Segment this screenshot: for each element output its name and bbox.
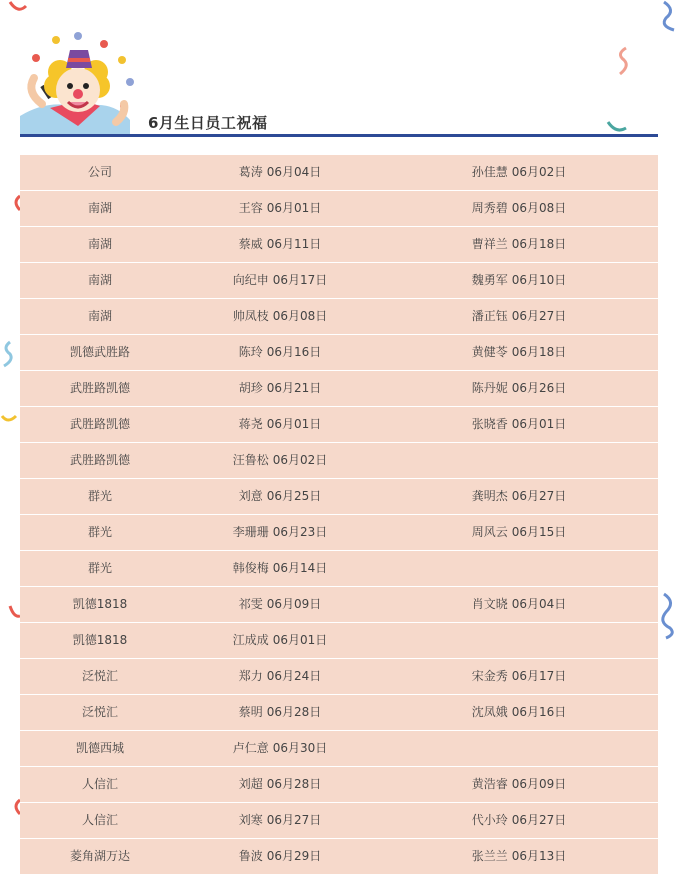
employee-cell [380,731,658,766]
birthday-date: 06月16日 [266,345,322,359]
employee-cell [380,551,658,586]
employee-cell [380,695,658,730]
birthday-date: 06月02日 [511,165,567,179]
employee-cell [380,299,658,334]
table-row [20,335,658,371]
company-cell: 武胜路凯德 [69,417,130,431]
employee-cell [180,227,380,262]
birthday-date: 06月27日 [511,489,567,503]
company-cell: 泛悦汇 [81,705,118,719]
birthday-date: 06月04日 [511,597,567,611]
employee-name: 龚明杰 [471,489,508,503]
employee-name: 刘寒 [238,813,263,827]
employee-name: 张兰兰 [471,849,508,863]
table-row [20,695,658,731]
employee-name: 宋金秀 [471,669,508,683]
employee-name: 周风云 [471,525,508,539]
birthday-date: 06月21日 [266,381,322,395]
birthday-date: 06月01日 [272,633,328,647]
employee-cell [380,767,658,802]
company-cell: 凯德1818 [72,633,128,647]
employee-cell [180,299,380,334]
employee-name: 帅凤枝 [232,309,269,323]
birthday-date: 06月29日 [266,849,322,863]
employee-name: 韩俊梅 [232,561,269,575]
table-row [20,551,658,587]
employee-cell [180,371,380,406]
birthday-date: 06月18日 [511,345,567,359]
birthday-date: 06月10日 [511,273,567,287]
page-header [20,28,658,138]
employee-name: 孙佳慧 [471,165,508,179]
employee-cell [180,335,380,370]
employee-name: 周秀碧 [471,201,508,215]
table-row [20,407,658,443]
company-cell: 武胜路凯德 [69,453,130,467]
company-cell: 泛悦汇 [81,669,118,683]
employee-cell [380,587,658,622]
employee-name: 蔡明 [238,705,263,719]
table-row [20,803,658,839]
employee-cell [180,839,380,874]
table-row [20,191,658,227]
employee-cell [380,443,658,478]
employee-cell [180,659,380,694]
employee-cell [180,443,380,478]
birthday-date: 06月17日 [511,669,567,683]
birthday-date: 06月01日 [266,201,322,215]
employee-cell [380,479,658,514]
employee-cell [380,263,658,298]
employee-cell [380,407,658,442]
birthday-date: 06月25日 [266,489,322,503]
birthday-date: 06月17日 [272,273,328,287]
birthday-date: 06月09日 [511,777,567,791]
company-cell: 南湖 [87,201,112,215]
table-row [20,767,658,803]
company-cell: 凯德1818 [72,597,128,611]
employee-name: 黄浩睿 [471,777,508,791]
employee-name: 代小玲 [471,813,508,827]
table-row [20,443,658,479]
employee-name: 魏勇军 [471,273,508,287]
birthday-date: 06月14日 [272,561,328,575]
employee-cell [380,623,658,658]
employee-name: 李珊珊 [232,525,269,539]
employee-cell [380,803,658,838]
birthday-date: 06月27日 [266,813,322,827]
employee-name: 刘超 [238,777,263,791]
employee-cell [180,767,380,802]
employee-name: 蒋尧 [238,417,263,431]
birthday-date: 06月28日 [266,705,322,719]
confetti-icon [0,340,14,368]
page-title: 6月生日员工祝福 [148,114,268,132]
employee-name: 陈玲 [238,345,263,359]
employee-name: 向纪申 [232,273,269,287]
employee-cell [180,803,380,838]
employee-name: 蔡威 [238,237,263,251]
employee-name: 潘正钰 [471,309,508,323]
company-cell: 菱角湖万达 [69,849,130,863]
table-row [20,263,658,299]
clown-icon [20,28,140,136]
employee-cell [380,659,658,694]
table-row [20,227,658,263]
employee-cell [180,695,380,730]
table-row [20,299,658,335]
company-cell: 人信汇 [81,777,118,791]
table-row [20,731,658,767]
birthday-date: 06月09日 [266,597,322,611]
birthday-date: 06月08日 [272,309,328,323]
employee-name: 陈丹妮 [471,381,508,395]
employee-name: 黄健苓 [471,345,508,359]
table-row [20,515,658,551]
birthday-date: 06月24日 [266,669,322,683]
company-cell: 武胜路凯德 [69,381,130,395]
confetti-icon [0,412,18,424]
employee-cell [180,551,380,586]
table-row [20,587,658,623]
company-cell: 群光 [87,561,112,575]
birthday-date: 06月13日 [511,849,567,863]
employee-cell [180,587,380,622]
table-row [20,659,658,695]
birthday-date: 06月15日 [511,525,567,539]
birthday-date: 06月02日 [272,453,328,467]
birthday-date: 06月08日 [511,201,567,215]
birthday-date: 06月16日 [511,705,567,719]
employee-name: 郑力 [238,669,263,683]
birthday-date: 06月04日 [266,165,322,179]
company-cell: 群光 [87,489,112,503]
table-row [20,839,658,875]
company-cell: 南湖 [87,309,112,323]
birthday-date: 06月27日 [511,309,567,323]
employee-cell [380,515,658,550]
company-cell: 公司 [87,165,112,179]
birthday-date: 06月01日 [266,417,322,431]
employee-name: 刘意 [238,489,263,503]
employee-cell [180,191,380,226]
birthday-date: 06月28日 [266,777,322,791]
employee-name: 曹祥兰 [471,237,508,251]
employee-cell [380,371,658,406]
company-cell: 群光 [87,525,112,539]
employee-name: 胡珍 [238,381,263,395]
header-divider [20,134,658,137]
company-cell: 凯德西城 [75,741,124,755]
employee-name: 卢仁意 [232,741,269,755]
employee-cell [180,155,380,190]
company-cell: 人信汇 [81,813,118,827]
table-row [20,623,658,659]
confetti-icon [658,592,678,640]
employee-cell [380,227,658,262]
company-cell: 凯德武胜路 [69,345,130,359]
employee-cell [180,623,380,658]
employee-name: 肖文晓 [471,597,508,611]
employee-name: 王容 [238,201,263,215]
table-row [20,155,658,191]
employee-name: 江成成 [232,633,269,647]
birthday-date: 06月26日 [511,381,567,395]
employee-cell [380,155,658,190]
birthday-date: 06月01日 [511,417,567,431]
table-row [20,371,658,407]
employee-cell [180,515,380,550]
employee-cell [180,479,380,514]
company-cell: 南湖 [87,273,112,287]
confetti-icon [8,0,28,14]
employee-cell [180,407,380,442]
employee-name: 祁雯 [238,597,263,611]
company-cell: 南湖 [87,237,112,251]
employee-name: 沈凤娥 [471,705,508,719]
employee-cell [380,335,658,370]
birthday-date: 06月18日 [511,237,567,251]
employee-cell [180,731,380,766]
birthday-table [20,155,658,875]
employee-name: 汪鲁松 [232,453,269,467]
employee-name: 张晓香 [471,417,508,431]
birthday-date: 06月30日 [272,741,328,755]
employee-name: 葛涛 [238,165,263,179]
birthday-date: 06月11日 [266,237,322,251]
birthday-date: 06月27日 [511,813,567,827]
confetti-icon [660,0,680,32]
employee-cell [180,263,380,298]
birthday-date: 06月23日 [272,525,328,539]
table-row [20,479,658,515]
employee-name: 鲁波 [238,849,263,863]
employee-cell [380,191,658,226]
employee-cell [380,839,658,874]
